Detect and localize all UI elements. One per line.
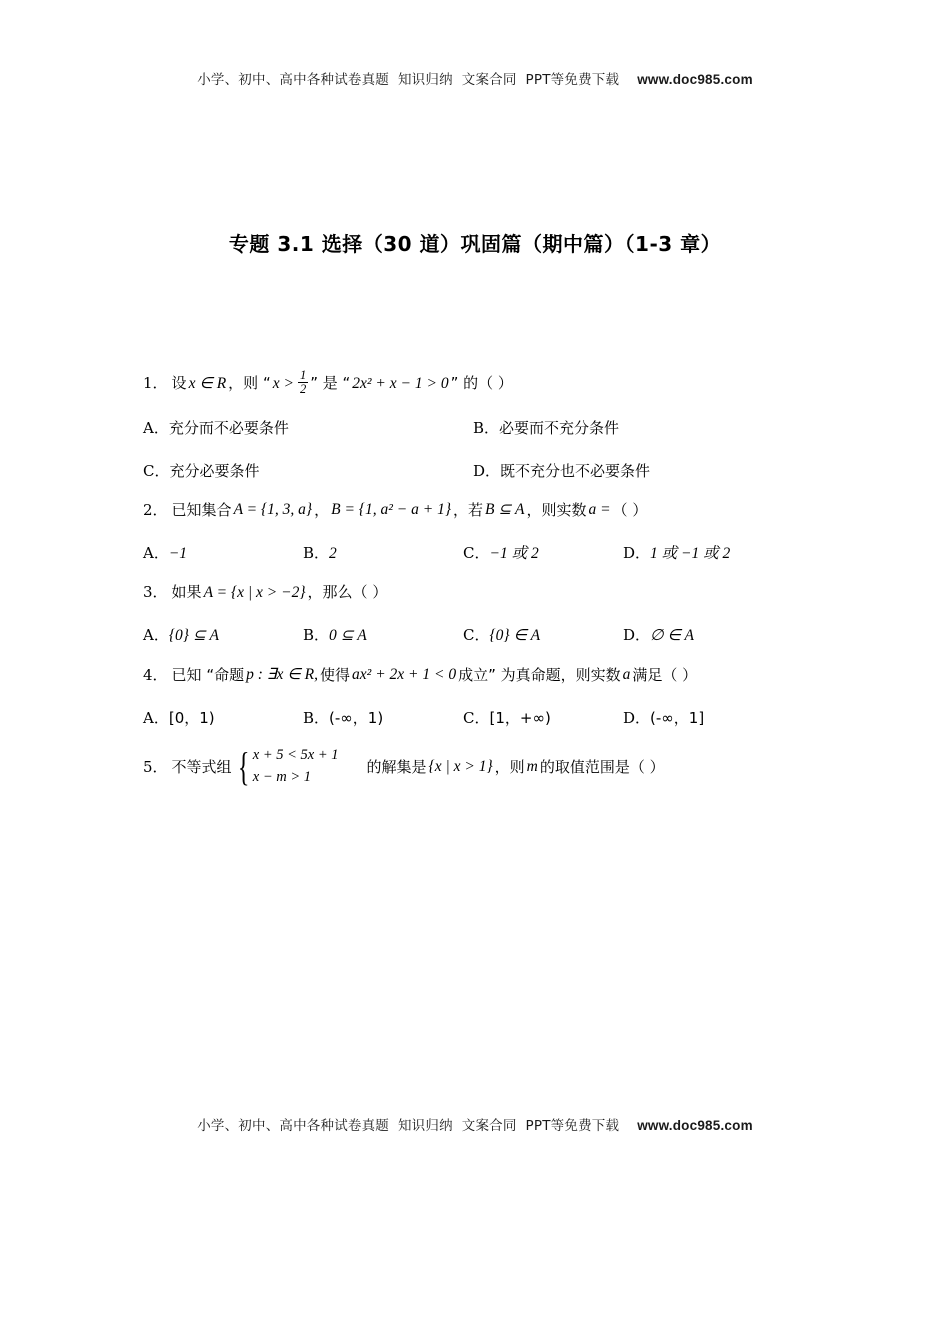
- question-4-stem: [143, 663, 823, 686]
- header-site-url: www.doc985.com: [637, 72, 753, 87]
- question-3: [143, 581, 823, 648]
- question-3-math-1: A = {x | x > −2}: [203, 583, 306, 601]
- footer-site-url: www.doc985.com: [637, 1118, 753, 1133]
- option-3-b-text: 0 ⊆ A: [329, 627, 367, 644]
- page-title: 专题 3.1 选择（30 道）巩固篇（期中篇）（1-3 章）: [228, 232, 722, 256]
- footer-note-text: 小学、初中、高中各种试卷真题 知识归纳 文案合同 PPT等免费下载: [197, 1118, 620, 1134]
- question-4-text-3: 成立” 为真命题，则实数: [458, 665, 621, 684]
- question-2-number: 2．: [143, 500, 168, 519]
- option-1-d[interactable]: [473, 460, 650, 483]
- question-2-math-3: B ⊆ A: [485, 501, 525, 519]
- question-5-number: 5．: [143, 757, 168, 776]
- question-1-math-3: 2x² + x − 1 > 0: [352, 375, 449, 392]
- option-3-a-text: {0} ⊆ A: [168, 627, 219, 644]
- question-2-text-4: ，则实数: [526, 500, 587, 519]
- option-2-a[interactable]: [143, 542, 303, 565]
- option-3-b[interactable]: [303, 624, 463, 647]
- question-5-text-4: 的取值范围是（ ）: [539, 757, 665, 776]
- question-3-options: [143, 624, 823, 647]
- question-1-options-row-1: [143, 417, 823, 440]
- option-4-c-text: [1，+∞): [489, 708, 551, 727]
- question-4-text-4: 满足（ ）: [632, 665, 698, 684]
- question-1-math-1: x ∈ R: [188, 375, 227, 392]
- question-1-text-2: ，则 “: [228, 374, 271, 393]
- system-brace: [234, 745, 339, 789]
- option-3-c[interactable]: [463, 624, 623, 647]
- option-2-a-text: −1: [168, 544, 188, 562]
- question-5-text-2: 的解集是: [366, 757, 427, 776]
- question-5-stem: [143, 745, 823, 789]
- question-5-math-2: m: [526, 758, 538, 776]
- question-2-text-1: 已知集合: [171, 500, 232, 519]
- option-4-c-label: C．: [463, 708, 490, 727]
- question-3-stem: [143, 581, 823, 604]
- question-1-options-row-2: [143, 460, 823, 483]
- option-3-d-label: D．: [623, 626, 651, 644]
- question-1-text-4: ” 的（ ）: [450, 374, 513, 393]
- option-4-b-label: B．: [303, 708, 330, 727]
- option-4-d-label: D．: [623, 708, 651, 727]
- system-line-2: x − m > 1: [252, 768, 311, 785]
- option-2-c[interactable]: [463, 542, 623, 565]
- question-1-text-3: ” 是 “: [310, 374, 351, 393]
- option-1-c-text: 充分必要条件: [169, 461, 260, 480]
- option-2-b-label: B．: [303, 543, 330, 562]
- question-3-text-1: 如果: [171, 583, 202, 602]
- option-3-d-text: ∅ ∈ A: [650, 627, 694, 644]
- option-1-d-text: 既不充分也不必要条件: [500, 461, 651, 480]
- option-4-b[interactable]: [303, 707, 463, 730]
- question-4-number: 4．: [143, 665, 168, 684]
- question-3-text-2: ，那么（ ）: [307, 583, 388, 602]
- option-2-c-label: C．: [463, 543, 490, 562]
- question-2-stem: [143, 498, 823, 521]
- question-1-text-1: 设: [171, 374, 187, 393]
- option-4-b-text: (-∞，1): [329, 708, 384, 727]
- question-5-math-1: {x | x > 1}: [428, 758, 493, 776]
- option-3-d[interactable]: [623, 624, 783, 647]
- option-4-a-label: A．: [143, 708, 169, 727]
- question-2-text-3: ，若: [453, 500, 484, 519]
- option-1-d-label: D．: [473, 461, 501, 480]
- question-4-math-3: a: [622, 666, 631, 684]
- question-5-text-1: 不等式组: [171, 757, 232, 776]
- option-4-d-text: (-∞，1]: [650, 708, 705, 727]
- option-3-a[interactable]: [143, 624, 303, 647]
- option-3-c-text: {0} ∈ A: [489, 627, 541, 644]
- option-3-c-label: C．: [463, 626, 490, 644]
- question-2-math-2: B = {1, a² − a + 1}: [331, 501, 452, 519]
- option-2-d-label: D．: [623, 543, 651, 562]
- option-1-b-text: 必要而不充分条件: [499, 419, 620, 438]
- option-2-d[interactable]: [623, 542, 783, 565]
- option-2-d-text: 1 或 −1 或 2: [650, 544, 731, 562]
- question-1: [143, 370, 823, 482]
- option-1-b-label: B．: [473, 419, 500, 438]
- question-4-math-2: ax² + 2x + 1 < 0: [352, 666, 457, 684]
- question-3-number: 3．: [143, 583, 168, 602]
- question-1-fraction: [298, 369, 308, 396]
- fraction-denominator: 2: [299, 382, 307, 397]
- questions-container: [143, 370, 823, 795]
- question-1-math-2: x >: [272, 375, 294, 392]
- header-watermark: [0, 68, 950, 88]
- question-4-options: [143, 707, 823, 730]
- question-4: [143, 663, 823, 729]
- system-line-1: x + 5 < 5x + 1: [252, 747, 339, 763]
- question-2-math-1: A = {1, 3, a}: [233, 501, 313, 519]
- question-2-text-5: （ ）: [612, 500, 648, 519]
- option-3-a-label: A．: [143, 626, 169, 644]
- question-5-system: [253, 745, 339, 789]
- option-4-c[interactable]: [463, 707, 623, 730]
- option-3-b-label: B．: [303, 626, 330, 644]
- option-2-c-text: −1 或 2: [489, 544, 539, 562]
- question-1-number: 1．: [143, 374, 168, 393]
- question-4-math-1: p : ∃x ∈ R,: [246, 666, 319, 684]
- question-5: [143, 745, 823, 789]
- option-1-c-label: C．: [143, 461, 170, 480]
- option-2-b[interactable]: [303, 542, 463, 565]
- option-4-a[interactable]: [143, 707, 303, 730]
- option-4-d[interactable]: [623, 707, 783, 730]
- question-4-text-2: 使得: [320, 665, 351, 684]
- option-1-c[interactable]: [143, 460, 473, 483]
- fraction-numerator: 1: [299, 368, 307, 382]
- footer-watermark: [0, 1114, 950, 1134]
- option-2-b-text: 2: [329, 544, 337, 562]
- option-1-a-label: A．: [143, 419, 169, 438]
- question-2-options: [143, 542, 823, 565]
- option-1-a-text: 充分而不必要条件: [168, 419, 289, 438]
- header-note-text: 小学、初中、高中各种试卷真题 知识归纳 文案合同 PPT等免费下载: [197, 72, 620, 88]
- option-4-a-text: [0，1): [168, 708, 215, 727]
- option-2-a-label: A．: [143, 543, 169, 562]
- brace-icon: {: [237, 743, 249, 789]
- question-4-text-1: 已知 “命题: [171, 665, 245, 684]
- option-1-b[interactable]: [473, 417, 619, 440]
- option-1-a[interactable]: [143, 417, 473, 440]
- question-2-math-4: a =: [588, 501, 611, 519]
- question-5-text-3: ，则: [494, 757, 525, 776]
- question-2: [143, 498, 823, 565]
- question-2-text-2: ，: [314, 500, 330, 519]
- question-1-stem: [143, 370, 823, 397]
